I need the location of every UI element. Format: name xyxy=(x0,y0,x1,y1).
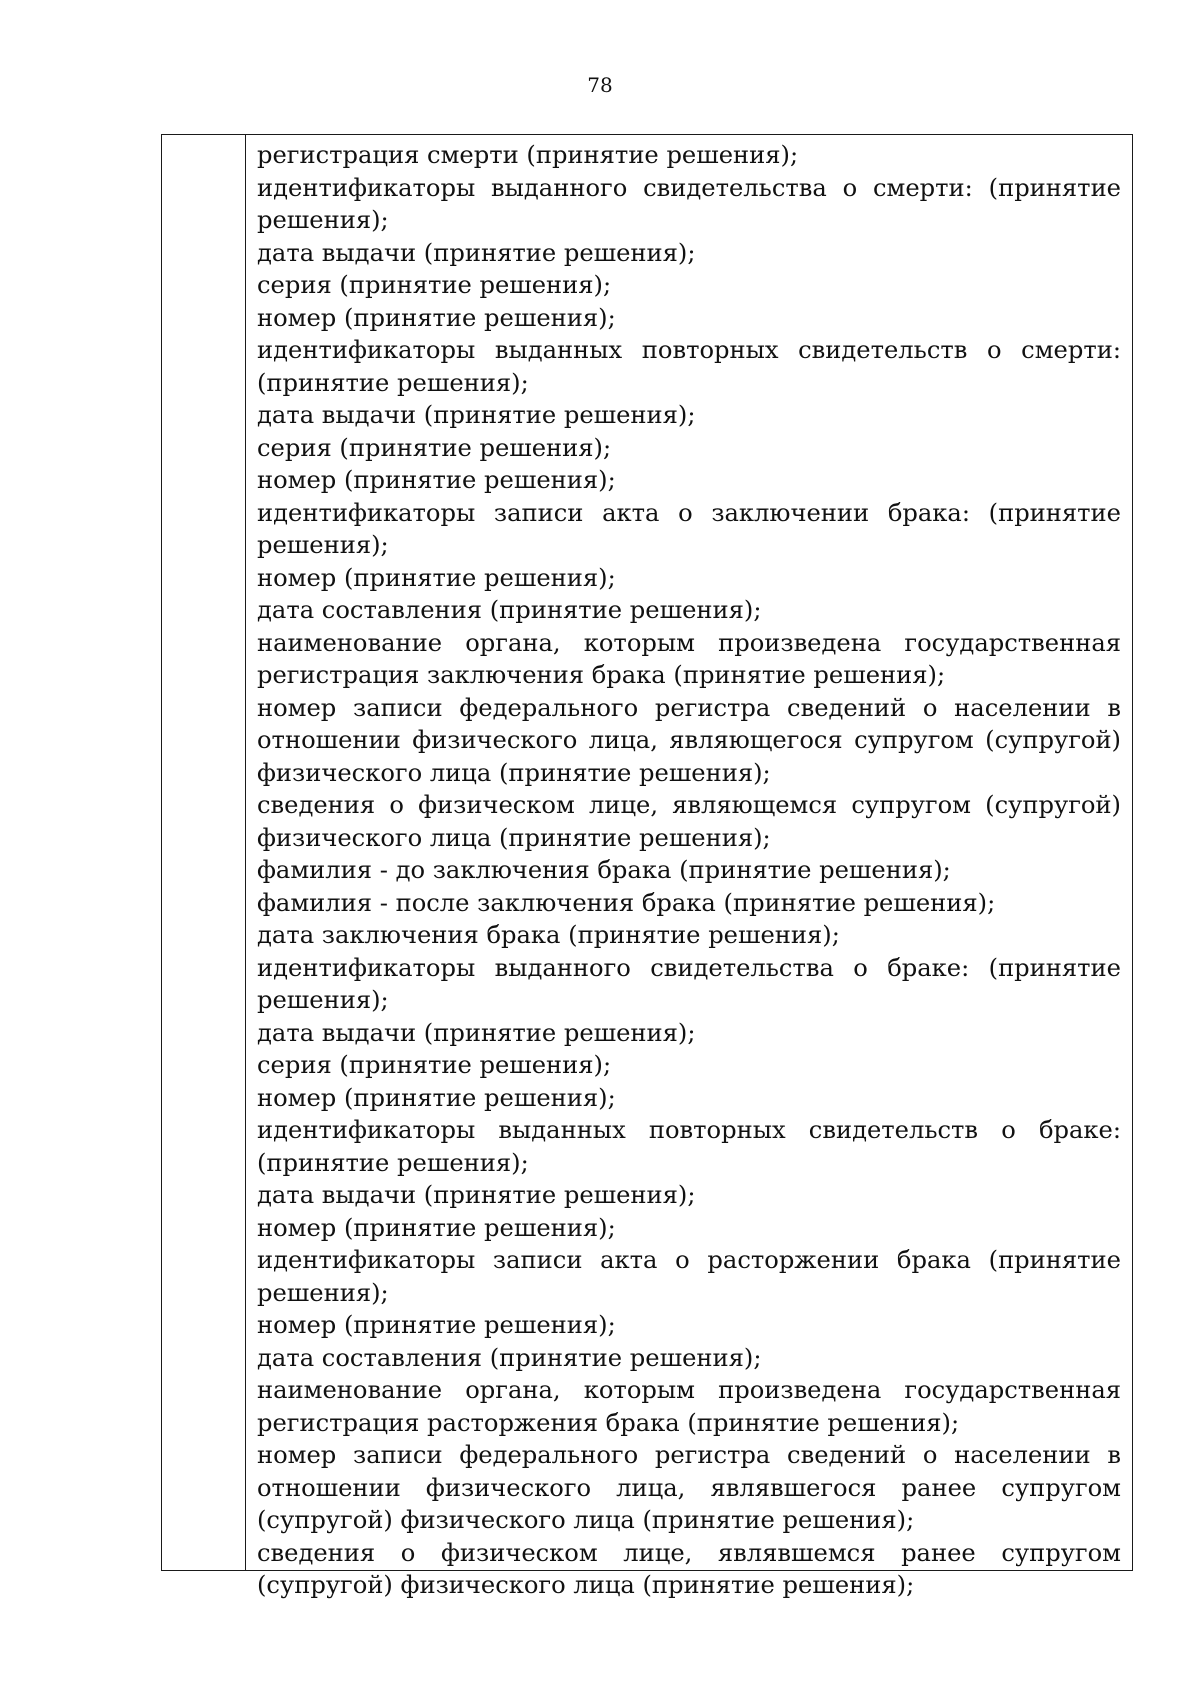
list-item: номер (принятие решения); xyxy=(257,303,616,332)
list-item: идентификаторы выданного свидетельства о смерти: (принятие решения); xyxy=(257,173,1121,234)
list-item: идентификаторы выданных повторных свидетельств о смерти: (принятие решения); xyxy=(257,336,1121,397)
list-item: серия (принятие решения); xyxy=(257,271,612,299)
list-item: номер (принятие решения); xyxy=(257,466,616,494)
list-item: идентификаторы записи акта о расторжении брака (принятие решения); xyxy=(257,1246,1121,1307)
list-item: сведения о физическом лице, являвшемся ранее супругом (супругой) физического лица (принятие решения); xyxy=(257,1538,1121,1599)
list-item: дата выдачи (принятие решения); xyxy=(257,238,696,267)
list-item: сведения о физическом лице, являющемся супругом (супругой) физического лица (принятие решения); xyxy=(257,791,1121,852)
list-item: номер (принятие решения); xyxy=(257,1213,616,1242)
list-item: номер (принятие решения); xyxy=(257,563,616,592)
list-item: серия (принятие решения); xyxy=(257,433,612,462)
list-item: дата заключения брака (принятие решения); xyxy=(257,921,840,949)
list-item: регистрация смерти (принятие решения); xyxy=(257,141,799,169)
list-item: дата выдачи (принятие решения); xyxy=(257,1018,696,1047)
table-right-cell xyxy=(246,135,1132,1599)
list-item: наименование органа, которым произведена государственная регистрация расторжения брака (принятие решения); xyxy=(257,1376,1121,1437)
list-item: номер (принятие решения); xyxy=(257,1311,616,1339)
list-item: номер (принятие решения); xyxy=(257,1083,616,1112)
list-item: дата составления (принятие решения); xyxy=(257,596,762,624)
list-item: номер записи федерального регистра сведений о населении в отношении физического лица, являвшегося ранее супругом (супругой) физического лица (принятие решения); xyxy=(257,1441,1121,1534)
table-left-cell xyxy=(162,135,246,1570)
list-item: идентификаторы выданных повторных свидетельств о браке: (принятие решения); xyxy=(257,1116,1121,1177)
list-item: дата составления (принятие решения); xyxy=(257,1343,762,1372)
document-table xyxy=(161,134,1133,1599)
list-item: фамилия - после заключения брака (принятие решения); xyxy=(257,888,996,917)
list-item: идентификаторы записи акта о заключении брака: (принятие решения); xyxy=(257,498,1121,559)
page-number: 78 xyxy=(587,73,613,97)
list-item: наименование органа, которым произведена государственная регистрация заключения брака (принятие решения); xyxy=(257,628,1121,689)
list-item: фамилия - до заключения брака (принятие решения); xyxy=(257,856,951,884)
list-item: дата выдачи (принятие решения); xyxy=(257,401,696,429)
list-item: дата выдачи (принятие решения); xyxy=(257,1181,696,1209)
list-item: номер записи федерального регистра сведений о населении в отношении физического лица, являющегося супругом (супругой) физического лица (принятие решения); xyxy=(257,693,1121,787)
list-item: идентификаторы выданного свидетельства о браке: (принятие решения); xyxy=(257,953,1121,1014)
list-item: серия (принятие решения); xyxy=(257,1051,612,1079)
